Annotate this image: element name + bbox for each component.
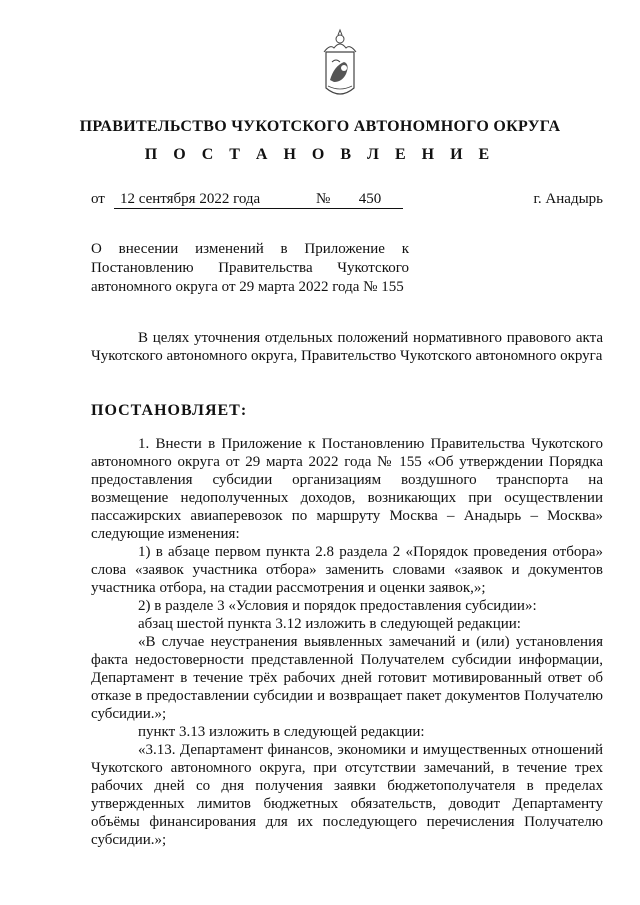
subject-line: О внесении изменений в Приложение к [91, 241, 409, 257]
number-label: № [316, 191, 331, 207]
document-city: г. Анадырь [533, 191, 603, 207]
document-number: 450 [337, 191, 403, 209]
coat-of-arms-icon [300, 22, 380, 104]
body-paragraph: 1. Внести в Приложение к Постановлению Правительства Чукотского автономного округа от 29 марта 2022 года № 155 «Об утверждении Порядка предоставления субсидии организациям воздушного транспорта на возмещение недополученных доходов, возникающих при осуществлении пассажирских авиаперевозок по маршруту Москва – Анадырь – Москва» следующие изменения: [91, 436, 603, 542]
body-paragraph: пункт 3.13 изложить в следующей редакции: [138, 724, 425, 740]
date-label: от [91, 191, 105, 207]
subject-line: Постановлению Правительства Чукотского [91, 260, 409, 276]
organization-title: ПРАВИТЕЛЬСТВО ЧУКОТСКОГО АВТОНОМНОГО ОКРУГА [79, 118, 561, 135]
preamble-text: В целях уточнения отдельных положений нормативного правового акта Чукотского автономного округа, Правительство Чукотского автономного округа [91, 330, 603, 364]
document-subject [91, 240, 409, 297]
body-paragraph: 2) в разделе 3 «Условия и порядок предоставления субсидии»: [138, 598, 537, 614]
body-paragraph: «3.13. Департамент финансов, экономики и имущественных отношений Чукотского автономного округа, при отсутствии замечаний, в течение трех рабочих дней со дня получения заявки бюджетополучателя в пределах утвержденных лимитов бюджетных обязательств, доводит Департаменту объёмы финансирования для их последующего перечисления Получателю субсидии.»; [91, 742, 603, 848]
document-type: П О С Т А Н О В Л Е Н И Е [144, 146, 496, 163]
body-paragraph: «В случае неустранения выявленных замечаний и (или) установления факта недостоверности представленной Получателем субсидии информации, Департамент в течение трёх рабочих дней готовит мотивированный ответ об отказе в предоставлении субсидии и возвращает пакет документов Получателю субсидии.»; [91, 634, 603, 722]
body-paragraph: 1) в абзаце первом пункта 2.8 раздела 2 «Порядок проведения отбора» слова «заявок участника отбора» заменить словами «заявок и документов участника отбора, на стадии рассмотрения и оценки заявок,»; [91, 544, 603, 596]
preamble [91, 329, 603, 365]
document-meta [91, 191, 603, 211]
subject-line: автономного округа от 29 марта 2022 года № 155 [91, 279, 404, 295]
body-paragraph: абзац шестой пункта 3.12 изложить в следующей редакции: [138, 616, 521, 632]
document-body [91, 435, 603, 849]
document-date: 12 сентября 2022 года [114, 191, 370, 209]
resolve-heading: ПОСТАНОВЛЯЕТ: [91, 402, 248, 419]
